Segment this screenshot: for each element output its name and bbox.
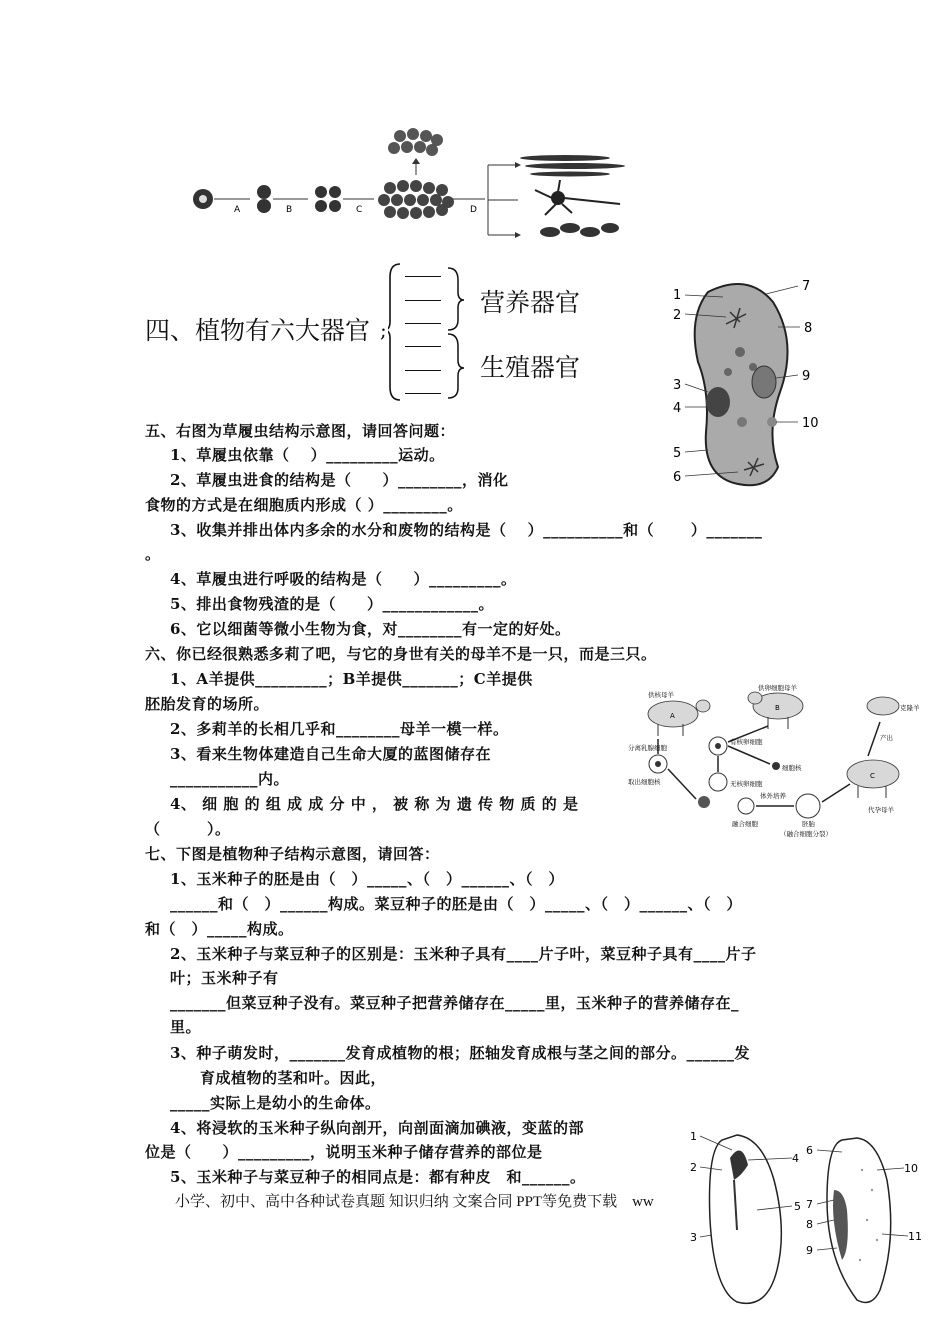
section7-q3: 3、种子萌发时，_______发育成植物的根；胚轴发育成根与茎之间的部分。______发 [170, 1044, 750, 1062]
section7-q5: 5、玉米种子与菜豆种子的相同点是：都有种皮 和______。 [170, 1168, 586, 1186]
seed-label-9: 9 [806, 1244, 813, 1257]
muscle-tissue [520, 155, 625, 177]
cell-differentiation-diagram [180, 120, 630, 255]
section6-q2: 2、多莉羊的长相几乎和________母羊一模一样。 [170, 720, 509, 738]
section5-q3: 3、收集并排出体内多余的水分和废物的结构是（ ）__________和（ ）_______ [170, 521, 763, 539]
section5-q2: 2、草履虫进食的结构是（ ）________，消化 [170, 471, 509, 489]
section7-q3-end: _____实际上是幼小的生命体。 [170, 1094, 381, 1112]
section7-q2: 2、玉米种子与菜豆种子的区别是：玉米种子具有____片子叶，菜豆种子具有____片子 [170, 945, 757, 963]
sheep-label-a: A [670, 712, 675, 720]
section5-q1: 1、草履虫依靠（ ）_________运动。 [170, 446, 445, 464]
section7-q2-cont: 叶；玉米种子有 [170, 969, 279, 987]
paramecium-diagram [668, 272, 838, 492]
section5-q6: 6、它以细菌等微小生物为食，对________有一定的好处。 [170, 620, 571, 638]
sheep-label-separate-cells: 分离乳腺细胞 [628, 744, 667, 752]
sheep-label-surrogate: 代孕母羊 [868, 806, 894, 814]
seed-label-2: 2 [690, 1161, 697, 1174]
sheep-label-embryo: 胚胎 [802, 820, 815, 828]
section6-q1: 1、A羊提供_________；B羊提供_______；C羊提供 [170, 670, 533, 688]
cell-mass [378, 180, 454, 219]
four-cells [315, 186, 341, 212]
two-cells [257, 185, 271, 213]
seed-label-4: 4 [792, 1152, 799, 1165]
seed-label-11: 11 [908, 1230, 922, 1243]
seed-label-3: 3 [690, 1231, 697, 1244]
section7-q4: 4、将浸软的玉米种子纵向剖开，向剖面滴加碘液，变蓝的部 [170, 1119, 584, 1137]
paramecium-label-5: 5 [673, 446, 682, 461]
seed-label-7: 7 [806, 1198, 813, 1211]
organ-bracket [388, 262, 468, 402]
label-d: D [470, 205, 477, 215]
section6-q1-cont: 胚胎发育的场所。 [145, 695, 270, 713]
section6-q4-cont: （ ）。 [145, 820, 231, 838]
seed-label-8: 8 [806, 1218, 813, 1231]
sheep-label-c: C [870, 772, 875, 780]
enucleated-egg [709, 773, 727, 791]
paramecium-label-6: 6 [673, 470, 682, 485]
sheep-label-clone: 克隆羊 [900, 704, 920, 712]
section5-q5: 5、排出食物残渣的是（ ）____________。 [170, 595, 494, 613]
seed-label-1: 1 [690, 1130, 697, 1143]
organ-blank-1[interactable] [405, 276, 441, 277]
section7-q1-cont: ______和（ ）______构成。菜豆种子的胚是由（ ）_____、（ ）______、（ ） [170, 895, 743, 913]
sheep-label-culture: 体外培养 [760, 792, 786, 800]
sheep-label-nucleus: 细胞核 [782, 764, 802, 772]
paramecium-label-2: 2 [673, 308, 682, 323]
organ-blank-5[interactable] [405, 370, 441, 371]
section7-q3-cont: 育成植物的茎和叶。因此， [200, 1069, 387, 1087]
page-footer: 小学、初中、高中各种试卷真题 知识归纳 文案合同 PPT等免费下载 ww [175, 1194, 654, 1210]
sheep-label-b: B [775, 704, 780, 712]
semicolon-mark: ; [380, 318, 387, 342]
sheep-cloning-diagram [628, 684, 928, 844]
vegetative-organs-label: 营养器官 [480, 288, 581, 317]
label-b: B [286, 205, 293, 215]
section5-q3-end: 。 [145, 545, 161, 563]
sheep-label-enucleated-egg: 无核卵细胞 [730, 780, 763, 788]
sheep-label-birth: 产出 [880, 734, 893, 742]
embryo [796, 794, 820, 818]
section6-q3: 3、看来生物体建造自己生命大厦的蓝图储存在 [170, 745, 491, 763]
section5-q4: 4、草履虫进行呼吸的结构是（ ）_________。 [170, 570, 517, 588]
sheep-label-remove-nucleus: 取出细胞核 [628, 778, 661, 786]
section7-q2-end: 里。 [170, 1018, 202, 1036]
seed-label-6: 6 [806, 1144, 813, 1157]
label-c: C [356, 205, 363, 215]
section7-q4-cont: 位是（ ）_________，说明玉米种子储存营养的部位是 [145, 1143, 543, 1161]
paramecium-label-7: 7 [802, 279, 811, 294]
organ-blank-6[interactable] [405, 393, 441, 394]
sheep-label-division: （融合细胞分裂） [780, 830, 832, 838]
section5-title: 五、右图为草履虫结构示意图，请回答问题： [145, 422, 456, 440]
seed-label-10: 10 [904, 1162, 918, 1175]
sheep-label-nucleated-egg: 有核卵细胞 [730, 738, 763, 746]
section7-q1-end: 和（ ）_____构成。 [145, 920, 294, 938]
reproductive-organs-label: 生殖器官 [480, 353, 581, 382]
section7-q1: 1、玉米种子的胚是由（ ）_____、（ ）______、（ ） [170, 870, 564, 888]
seed-label-5: 5 [794, 1200, 801, 1213]
fused-cell [738, 798, 754, 814]
paramecium-label-4: 4 [673, 401, 682, 416]
paramecium-label-9: 9 [802, 369, 811, 384]
label-a: A [234, 205, 241, 215]
section5-q2-cont: 食物的方式是在细胞质内形成（ ）________。 [145, 496, 463, 514]
upper-cell-cluster [388, 128, 443, 156]
paramecium-label-10: 10 [802, 416, 819, 431]
organ-blank-2[interactable] [405, 300, 441, 301]
section7-title: 七、下图是植物种子结构示意图，请回答： [145, 845, 440, 863]
clone-sheep-body [867, 697, 899, 715]
seed-structure-diagram [682, 1120, 922, 1310]
sheep-label-donor-egg: 供卵细胞母羊 [758, 684, 797, 692]
blood-cells [540, 223, 619, 237]
section4-heading: 四、植物有六大器官 [145, 316, 371, 345]
sheep-label-donor-nucleus: 供核母羊 [648, 691, 674, 699]
section6-q3-cont: ___________内。 [170, 770, 290, 788]
nerve-tissue [535, 180, 620, 215]
sheep-label-fused-cell: 融合细胞 [732, 820, 758, 828]
section7-q2-line: _______但菜豆种子没有。菜豆种子把营养储存在_____里，玉米种子的营养储存在_ [170, 994, 740, 1012]
section6-title: 六、你已经很熟悉多莉了吧，与它的身世有关的母羊不是一只，而是三只。 [145, 645, 657, 663]
paramecium-label-1: 1 [673, 288, 682, 303]
organ-blank-3[interactable] [405, 323, 441, 324]
organ-blank-4[interactable] [405, 346, 441, 347]
paramecium-label-3: 3 [673, 378, 682, 393]
section6-q4: 4、 细 胞 的 组 成 成 分 中 ， 被 称 为 遗 传 物 质 的 是 [170, 795, 579, 813]
paramecium-label-8: 8 [804, 321, 813, 336]
